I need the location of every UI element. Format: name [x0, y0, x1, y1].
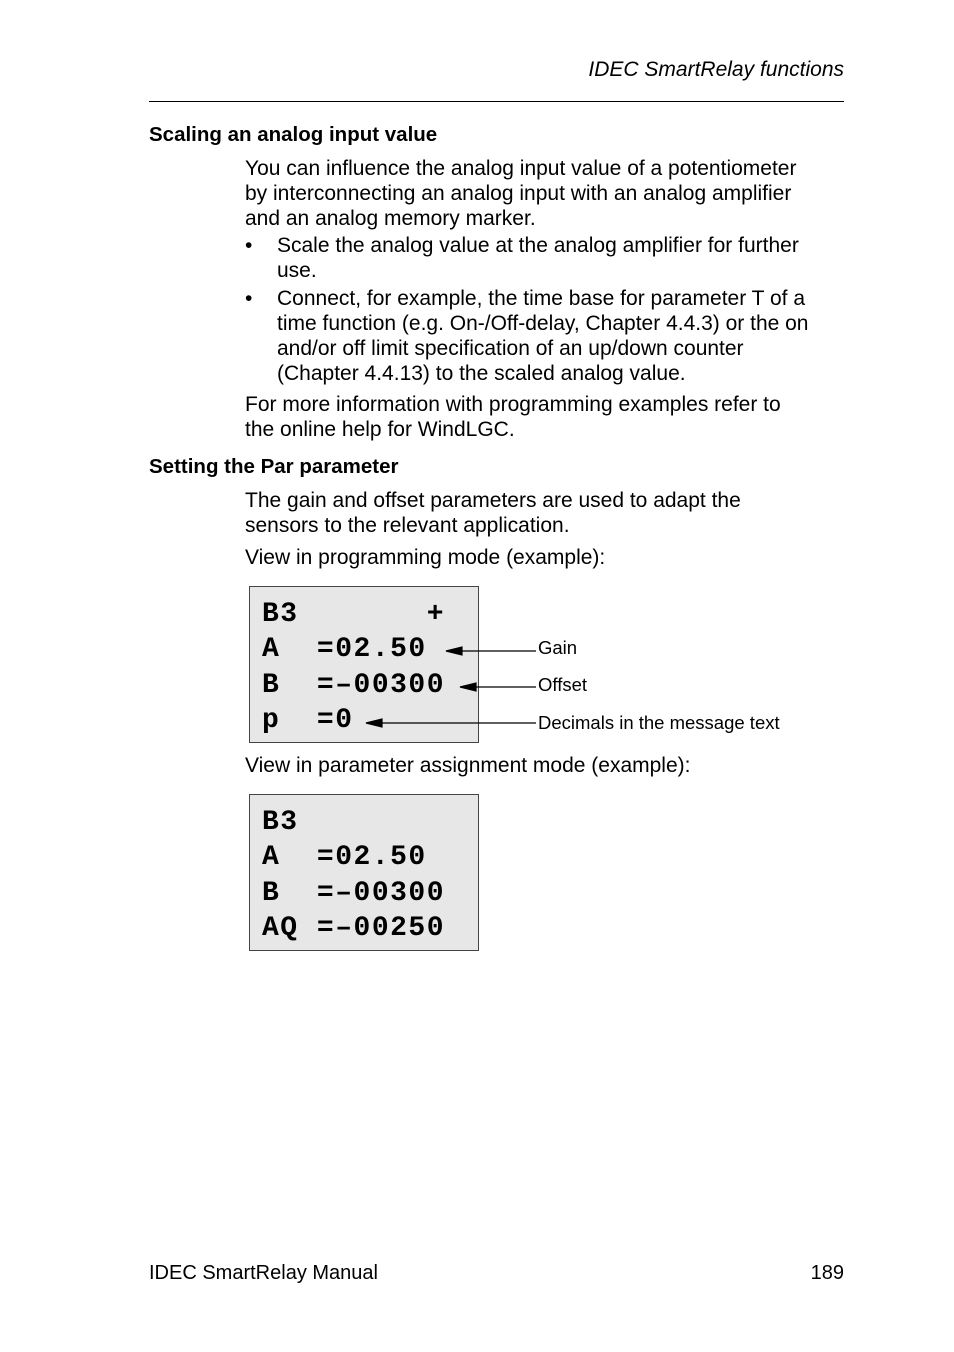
scaling-intro-paragraph: [245, 156, 845, 231]
text-line: time function (e.g. On-/Off-delay, Chapter 4.4.3) or the on: [277, 312, 809, 335]
assignment-mode-caption: View in parameter assignment mode (example):: [245, 754, 691, 777]
header-rule: [149, 101, 844, 102]
display-line-offset: B =–00300: [262, 670, 446, 701]
callout-label-offset: Offset: [538, 674, 588, 695]
text-line: the online help for WindLGC.: [245, 418, 515, 441]
programming-mode-display: [249, 586, 479, 743]
bullet-icon: •: [245, 234, 253, 257]
text-line: use.: [277, 259, 317, 282]
text-line: and an analog memory marker.: [245, 207, 536, 230]
display-line-gain: A =02.50: [262, 842, 427, 873]
display-line-aq: AQ =–00250: [262, 913, 446, 944]
text-line: by interconnecting an analog input with an analog amplifier: [245, 182, 792, 205]
footer-manual-title: IDEC SmartRelay Manual: [149, 1262, 378, 1284]
text-line: Connect, for example, the time base for parameter T of a: [277, 287, 805, 310]
callout-label-gain: Gain: [538, 637, 578, 658]
display-line: B3 +: [262, 599, 446, 630]
text-line: and/or off limit specification of an up/down counter: [277, 337, 744, 360]
text-line: For more information with programming examples refer to: [245, 393, 781, 416]
more-info-paragraph: [245, 392, 845, 442]
par-intro-paragraph: [245, 488, 845, 538]
display-line-decimals: p =0: [262, 705, 354, 736]
display-line-offset: B =–00300: [262, 878, 446, 909]
text-line: You can influence the analog input value of a potentiometer: [245, 157, 797, 180]
programming-mode-caption: View in programming mode (example):: [245, 546, 606, 569]
display-line-gain: A =02.50: [262, 634, 427, 665]
assignment-mode-display: [249, 794, 479, 951]
text-line: (Chapter 4.4.13) to the scaled analog value.: [277, 362, 686, 385]
section-heading-par: Setting the Par parameter: [149, 455, 399, 478]
running-header: IDEC SmartRelay functions: [588, 58, 844, 81]
text-line: The gain and offset parameters are used to adapt the: [245, 489, 741, 512]
text-line: sensors to the relevant application.: [245, 514, 570, 537]
callout-label-decimals: Decimals in the message text: [538, 712, 780, 733]
text-line: Scale the analog value at the analog amplifier for further: [277, 234, 799, 257]
section-heading-scaling: Scaling an analog input value: [149, 123, 438, 146]
display-line: B3: [262, 807, 299, 838]
bullet-icon: •: [245, 287, 253, 310]
page-number: 189: [810, 1262, 844, 1284]
